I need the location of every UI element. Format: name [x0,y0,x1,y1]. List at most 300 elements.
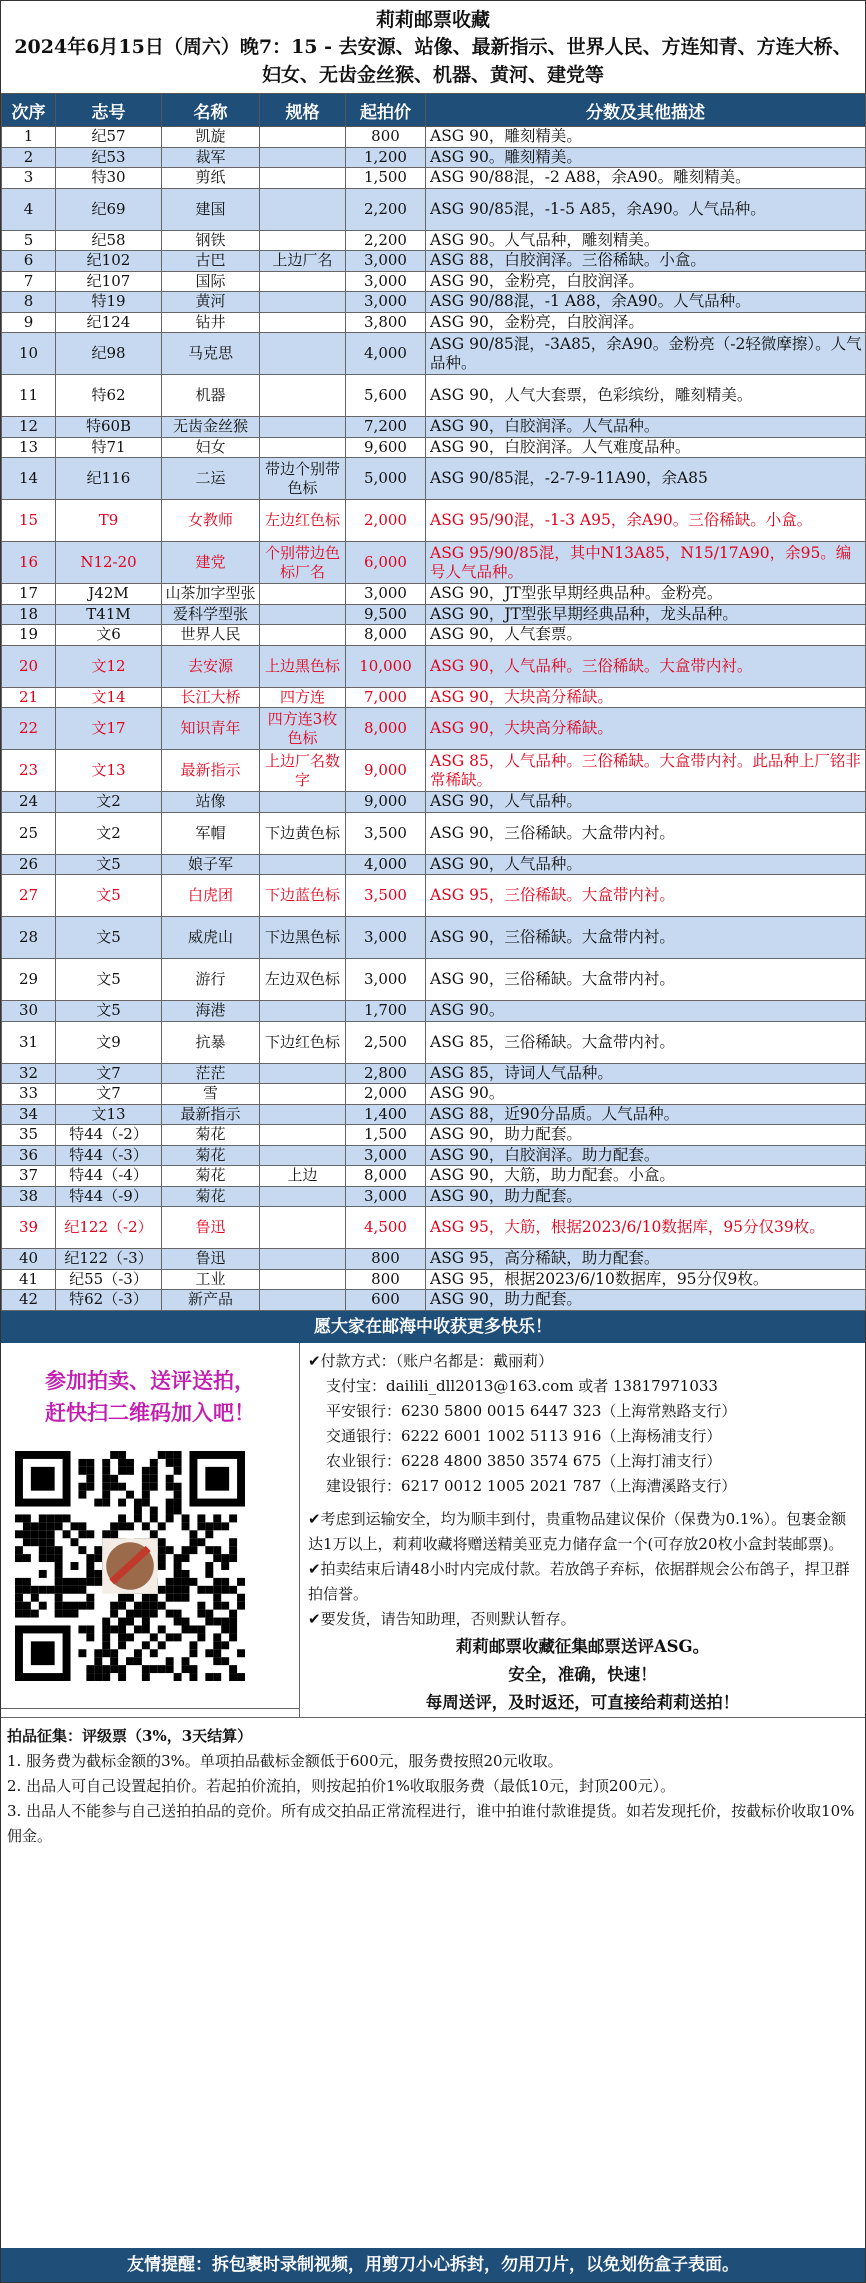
table-row [2,812,866,854]
cell-price: 6,000 [346,542,426,584]
table-row [2,792,866,813]
cell-spec: 个别带边色标厂名 [260,542,346,584]
cell-code: 特44（-9） [56,1186,162,1207]
cell-price: 1,500 [346,1125,426,1146]
cell-no: 35 [2,1125,56,1146]
table-row [2,917,866,959]
cell-name: 游行 [162,959,260,1001]
cell-no: 11 [2,375,56,417]
rule-item: 2. 出品人可自己设置起拍价。若起拍价流拍，则按起拍价1%收取服务费（最低10元，封顶200元）。 [7,1776,676,1795]
cell-spec [260,1104,346,1125]
page-title: 莉莉邮票收藏 [375,9,490,31]
cell-price: 8,000 [346,625,426,646]
cell-desc: ASG 90，白胶润泽。人气品种。 [426,417,866,438]
cell-desc: ASG 90，助力配套。 [426,1125,866,1146]
cell-spec [260,230,346,251]
cell-no: 22 [2,708,56,750]
cell-name: 马克思 [162,333,260,375]
cell-name: 军帽 [162,812,260,854]
cell-code: 特62 [56,375,162,417]
cell-price: 5,000 [346,458,426,500]
cell-desc: ASG 95/90混，-1-3 A95，余A90。三俗稀缺。小盒。 [426,500,866,542]
cell-code: 特62（-3） [56,1290,162,1311]
cell-desc: ASG 90，大块高分稀缺。 [426,687,866,708]
cell-price: 2,500 [346,1021,426,1063]
cell-price: 8,000 [346,708,426,750]
cell-spec [260,1145,346,1166]
table-row [2,959,866,1001]
cell-name: 古巴 [162,251,260,272]
cell-desc: ASG 90，金粉亮，白胶润泽。 [426,271,866,292]
cell-price: 3,000 [346,271,426,292]
consignment-rules [1,1717,865,1855]
col-header-spec: 规格 [260,94,346,127]
cell-no: 7 [2,271,56,292]
cell-name: 菊花 [162,1166,260,1187]
cell-price: 3,000 [346,584,426,605]
table-row [2,333,866,375]
cell-price: 8,000 [346,1166,426,1187]
cell-no: 25 [2,812,56,854]
table-row [2,417,866,438]
cell-spec [260,1125,346,1146]
cell-spec [260,147,346,168]
cell-no: 29 [2,959,56,1001]
payment-line: 交通银行：6222 6001 1002 5113 916（上海杨浦支行） [326,1426,722,1445]
cell-desc: ASG 90/85混，-3A85，余A90。金粉亮（-2轻微摩擦）。人气品种。 [426,333,866,375]
cell-price: 800 [346,127,426,148]
cell-name: 菊花 [162,1125,260,1146]
cell-name: 雪 [162,1084,260,1105]
cell-price: 3,000 [346,959,426,1001]
cell-code: 文7 [56,1084,162,1105]
table-row [2,375,866,417]
cell-price: 1,700 [346,1001,426,1022]
cell-code: 特44（-2） [56,1125,162,1146]
cell-desc: ASG 90。人气品种，雕刻精美。 [426,230,866,251]
cell-name: 黄河 [162,292,260,313]
cell-price: 3,000 [346,1186,426,1207]
cell-name: 菊花 [162,1145,260,1166]
cell-price: 4,000 [346,854,426,875]
cell-no: 26 [2,854,56,875]
cell-no: 10 [2,333,56,375]
cell-desc: ASG 85，人气品种。三俗稀缺。大盒带内衬。此品种上厂铭非常稀缺。 [426,750,866,792]
cell-name: 抗暴 [162,1021,260,1063]
cell-price: 7,200 [346,417,426,438]
cell-desc: ASG 90，人气品种。 [426,792,866,813]
table-row [2,1166,866,1187]
cell-spec [260,127,346,148]
cell-code: 纪116 [56,458,162,500]
cell-no: 1 [2,127,56,148]
cell-spec [260,1207,346,1249]
shipping-note: ✔考虑到运输安全，均为顺丰到付，贵重物品建议保价（保费为0.1%）。包裹金额达1万以上，莉莉收藏将赠送精美亚克力储存盒一个(可存放20枚小盒封装邮票)。 [308,1509,847,1553]
cell-spec [260,1084,346,1105]
cell-code: 文5 [56,1001,162,1022]
cell-price: 7,000 [346,687,426,708]
cell-spec: 下边红色标 [260,1021,346,1063]
cell-name: 最新指示 [162,750,260,792]
cell-no: 5 [2,230,56,251]
cell-code: 特44（-3） [56,1145,162,1166]
promo-panel [1,1343,300,1708]
cell-code: N12-20 [56,542,162,584]
cell-price: 4,000 [346,333,426,375]
cell-spec: 下边蓝色标 [260,875,346,917]
cell-price: 9,000 [346,750,426,792]
cell-no: 23 [2,750,56,792]
cell-name: 菊花 [162,1186,260,1207]
cell-code: 文5 [56,959,162,1001]
cell-spec: 上边厂名数字 [260,750,346,792]
cell-desc: ASG 90。 [426,1001,866,1022]
cell-name: 机器 [162,375,260,417]
cell-price: 3,000 [346,251,426,272]
cell-spec [260,437,346,458]
cell-spec [260,168,346,189]
cell-spec: 上边黑色标 [260,645,346,687]
friendly-reminder: 友情提醒：拆包裹时录制视频，用剪刀小心拆封，勿用刀片，以免划伤盒子表面。 [1,2248,865,2282]
cell-name: 白虎团 [162,875,260,917]
cell-desc: ASG 88，近90分品质。人气品种。 [426,1104,866,1125]
col-header-name: 名称 [162,94,260,127]
cell-code: 文6 [56,625,162,646]
cell-no: 40 [2,1249,56,1270]
cell-name: 娘子军 [162,854,260,875]
cell-price: 5,600 [346,375,426,417]
cell-no: 20 [2,645,56,687]
cell-code: 文13 [56,1104,162,1125]
cell-price: 3,000 [346,1145,426,1166]
cell-name: 女教师 [162,500,260,542]
cell-spec [260,1063,346,1084]
cell-name: 建国 [162,188,260,230]
cell-code: 纪124 [56,312,162,333]
table-row [2,708,866,750]
cell-desc: ASG 90。 [426,1084,866,1105]
cell-spec [260,271,346,292]
cell-price: 1,500 [346,168,426,189]
cell-price: 3,000 [346,917,426,959]
table-row [2,750,866,792]
cell-no: 30 [2,1001,56,1022]
cell-code: 文13 [56,750,162,792]
cell-no: 18 [2,604,56,625]
cell-desc: ASG 90，JT型张早期经典品种，龙头品种。 [426,604,866,625]
cell-price: 1,400 [346,1104,426,1125]
cell-spec [260,1269,346,1290]
delivery-note: ✔要发货，请告知助理，否则默认暂存。 [308,1609,576,1628]
table-row [2,1249,866,1270]
table-row [2,854,866,875]
table-row [2,1269,866,1290]
cell-no: 19 [2,625,56,646]
table-row [2,1145,866,1166]
cell-desc: ASG 88，白胶润泽。三俗稀缺。小盒。 [426,251,866,272]
cell-code: 文5 [56,854,162,875]
cell-price: 9,500 [346,604,426,625]
cell-spec [260,333,346,375]
table-row [2,1207,866,1249]
cell-no: 21 [2,687,56,708]
qr-code-icon[interactable] [15,1451,245,1681]
table-row [2,604,866,625]
cell-price: 2,200 [346,188,426,230]
cell-price: 3,500 [346,812,426,854]
cell-desc: ASG 90/88混，-2 A88，余A90。雕刻精美。 [426,168,866,189]
cell-code: T41M [56,604,162,625]
cell-desc: ASG 90，三俗稀缺。大盒带内衬。 [426,959,866,1001]
wish-banner: 愿大家在邮海中收获更多快乐！ [1,1311,865,1343]
cell-spec [260,417,346,438]
cell-desc: ASG 90，人气品种。 [426,854,866,875]
cell-name: 钢铁 [162,230,260,251]
cell-desc: ASG 95，三俗稀缺。大盒带内衬。 [426,875,866,917]
payment-heading: ✔付款方式：（账户名都是：戴丽莉） [308,1351,554,1370]
cell-spec [260,584,346,605]
cell-no: 34 [2,1104,56,1125]
cell-spec [260,292,346,313]
cell-no: 3 [2,168,56,189]
table-row [2,1001,866,1022]
cell-name: 山茶加字型张 [162,584,260,605]
cell-name: 裁军 [162,147,260,168]
cell-code: 文2 [56,812,162,854]
cell-no: 24 [2,792,56,813]
cell-desc: ASG 90，金粉亮，白胶润泽。 [426,312,866,333]
cell-desc: ASG 90，大筋，助力配套。小盒。 [426,1166,866,1187]
cell-name: 剪纸 [162,168,260,189]
cell-spec: 下边黑色标 [260,917,346,959]
cell-desc: ASG 90。雕刻精美。 [426,147,866,168]
col-header-code: 志号 [56,94,162,127]
cell-name: 茫茫 [162,1063,260,1084]
cell-spec [260,625,346,646]
table-row [2,147,866,168]
cell-price: 4,500 [346,1207,426,1249]
cell-desc: ASG 90，三俗稀缺。大盒带内衬。 [426,917,866,959]
cell-spec [260,312,346,333]
cell-code: J42M [56,584,162,605]
cell-desc: ASG 90/88混，-1 A88，余A90。人气品种。 [426,292,866,313]
cell-code: 文12 [56,645,162,687]
grading-line: 莉莉邮票收藏征集邮票送评ASG。 [455,1636,710,1656]
table-row [2,458,866,500]
cell-no: 17 [2,584,56,605]
cell-no: 9 [2,312,56,333]
cell-name: 二运 [162,458,260,500]
rules-heading: 拍品征集：评级票（3%，3天结算） [7,1726,253,1745]
cell-name: 工业 [162,1269,260,1290]
payment-line: 农业银行：6228 4800 3850 3574 675（上海打浦支行） [326,1451,722,1470]
cell-desc: ASG 85，三俗稀缺。大盒带内衬。 [426,1021,866,1063]
cell-name: 鲁迅 [162,1249,260,1270]
cell-code: 文7 [56,1063,162,1084]
cell-spec: 左边双色标 [260,959,346,1001]
promo-line: 参加拍卖、送评送拍， [45,1367,255,1393]
col-header-desc: 分数及其他描述 [426,94,866,127]
cell-no: 6 [2,251,56,272]
cell-code: T9 [56,500,162,542]
table-row [2,168,866,189]
cell-desc: ASG 90/85混，-1-5 A85，余A90。人气品种。 [426,188,866,230]
table-row [2,292,866,313]
cell-code: 纪98 [56,333,162,375]
cell-spec [260,792,346,813]
cell-code: 文17 [56,708,162,750]
cell-name: 最新指示 [162,1104,260,1125]
cell-desc: ASG 90/85混，-2-7-9-11A90，余A85 [426,458,866,500]
cell-code: 文14 [56,687,162,708]
cell-no: 31 [2,1021,56,1063]
cell-no: 27 [2,875,56,917]
cell-desc: ASG 90，助力配套。 [426,1290,866,1311]
cell-code: 纪107 [56,271,162,292]
cell-name: 海港 [162,1001,260,1022]
promo-line: 赶快扫二维码加入吧！ [45,1399,255,1425]
cell-no: 14 [2,458,56,500]
table-row [2,1104,866,1125]
cell-code: 纪57 [56,127,162,148]
cell-spec [260,375,346,417]
cell-name: 站像 [162,792,260,813]
cell-code: 纪58 [56,230,162,251]
table-header [2,94,866,127]
promo-text [1,1365,299,1429]
cell-spec [260,854,346,875]
cell-no: 2 [2,147,56,168]
cell-spec: 带边个别带色标 [260,458,346,500]
cell-price: 800 [346,1269,426,1290]
cell-desc: ASG 90，大块高分稀缺。 [426,708,866,750]
table-row [2,437,866,458]
cell-no: 28 [2,917,56,959]
auction-subtitle: 2024年6月15日（周六）晚7：15 - 去安源、站像、最新指示、世界人民、方连知青、方连大桥、妇女、无齿金丝猴、机器、黄河、建党等 [14,36,852,86]
grading-line: 安全，准确，快速！ [508,1664,657,1684]
cell-name: 凯旋 [162,127,260,148]
cell-spec: 四方连 [260,687,346,708]
table-row [2,230,866,251]
payment-line: 支付宝：dailili_dll2013@163.com 或者 13817971033 [326,1376,718,1395]
table-row [2,1125,866,1146]
payment-line: 平安银行：6230 5800 0015 6447 323（上海常熟路支行） [326,1401,737,1420]
cell-desc: ASG 90，人气大套票，色彩缤纷，雕刻精美。 [426,375,866,417]
cell-spec: 左边红色标 [260,500,346,542]
cell-desc: ASG 85，诗词人气品种。 [426,1063,866,1084]
cell-name: 鲁迅 [162,1207,260,1249]
cell-code: 纪55（-3） [56,1269,162,1290]
table-row [2,251,866,272]
cell-price: 9,600 [346,437,426,458]
cell-code: 文5 [56,875,162,917]
cell-price: 2,000 [346,500,426,542]
cell-price: 1,200 [346,147,426,168]
cell-code: 纪122（-2） [56,1207,162,1249]
cell-no: 8 [2,292,56,313]
table-row [2,542,866,584]
cell-desc: ASG 90，人气品种。三俗稀缺。大盒带内衬。 [426,645,866,687]
cell-no: 13 [2,437,56,458]
cell-spec [260,1290,346,1311]
cell-spec: 四方连3枚色标 [260,708,346,750]
cell-desc: ASG 90，三俗稀缺。大盒带内衬。 [426,812,866,854]
cell-no: 38 [2,1186,56,1207]
table-row [2,312,866,333]
cell-spec [260,188,346,230]
auction-table [1,93,866,1311]
cell-price: 3,800 [346,312,426,333]
cell-desc: ASG 90，JT型张早期经典品种。金粉亮。 [426,584,866,605]
cell-desc: ASG 95，大筋，根据2023/6/10数据库，95分仅39枚。 [426,1207,866,1249]
table-row [2,1063,866,1084]
cell-code: 文9 [56,1021,162,1063]
col-header-no: 次序 [2,94,56,127]
cell-code: 纪69 [56,188,162,230]
table-row [2,1084,866,1105]
cell-no: 16 [2,542,56,584]
cell-desc: ASG 95，高分稀缺，助力配套。 [426,1249,866,1270]
cell-no: 37 [2,1166,56,1187]
payment-line: 建设银行：6217 0012 1005 2021 787（上海漕溪路支行） [326,1476,737,1495]
cell-desc: ASG 95/90/85混，其中N13A85，N15/17A90，余95。编号人气品种。 [426,542,866,584]
cell-no: 15 [2,500,56,542]
cell-name: 知识青年 [162,708,260,750]
cell-price: 3,500 [346,875,426,917]
table-row [2,875,866,917]
cell-code: 特30 [56,168,162,189]
cell-price: 600 [346,1290,426,1311]
table-row [2,271,866,292]
cell-desc: ASG 90，助力配套。 [426,1186,866,1207]
cell-spec: 上边厂名 [260,251,346,272]
cell-price: 10,000 [346,645,426,687]
cell-price: 800 [346,1249,426,1270]
cell-name: 钻井 [162,312,260,333]
cell-no: 4 [2,188,56,230]
cell-name: 世界人民 [162,625,260,646]
cell-no: 36 [2,1145,56,1166]
cell-name: 去安源 [162,645,260,687]
col-header-price: 起拍价 [346,94,426,127]
cell-price: 3,000 [346,292,426,313]
payment-deadline-note: ✔拍卖结束后请48小时内完成付款。若放鸽子弃标，依据群规会公布鸽子，捍卫群拍信誉。 [308,1559,850,1603]
cell-name: 建党 [162,542,260,584]
table-row [2,687,866,708]
table-row [2,500,866,542]
cell-name: 新产品 [162,1290,260,1311]
cell-name: 妇女 [162,437,260,458]
cell-desc: ASG 90，雕刻精美。 [426,127,866,148]
cell-spec: 上边 [260,1166,346,1187]
cell-spec [260,1001,346,1022]
table-row [2,127,866,148]
cell-code: 特44（-4） [56,1166,162,1187]
cell-price: 2,800 [346,1063,426,1084]
table-row [2,584,866,605]
table-row [2,645,866,687]
cell-code: 特71 [56,437,162,458]
cell-code: 纪53 [56,147,162,168]
cell-price: 9,000 [346,792,426,813]
table-row [2,1186,866,1207]
cell-name: 无齿金丝猴 [162,417,260,438]
cell-no: 32 [2,1063,56,1084]
cell-price: 2,200 [346,230,426,251]
cell-desc: ASG 90，白胶润泽。助力配套。 [426,1145,866,1166]
cell-spec [260,604,346,625]
table-row [2,625,866,646]
